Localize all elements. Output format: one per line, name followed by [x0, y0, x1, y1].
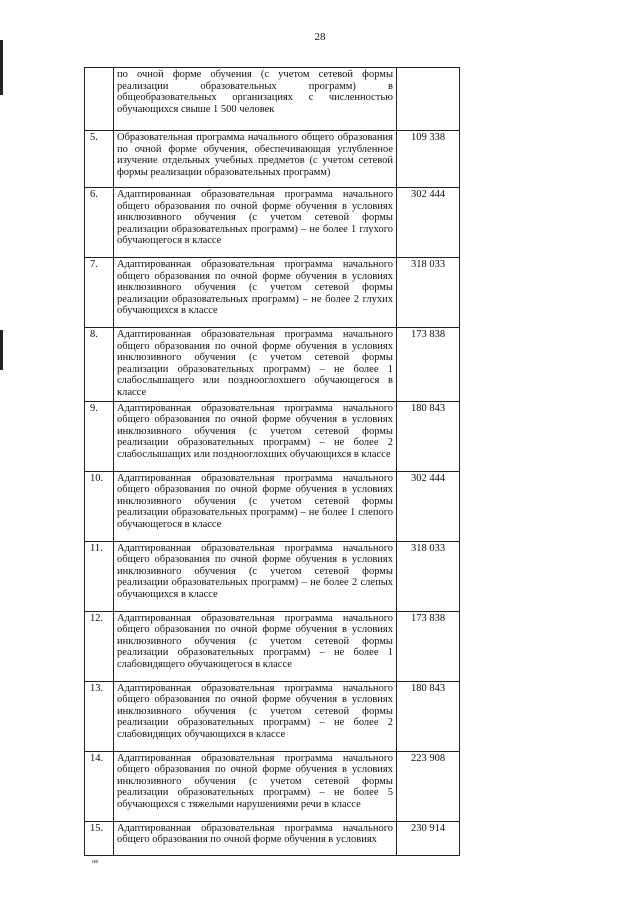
footer-mark: нв: [92, 859, 99, 865]
scan-edge-mark: [0, 40, 3, 95]
row-number: 13.: [85, 681, 114, 751]
cost-value: 318 033: [397, 541, 460, 611]
row-number: 5.: [85, 131, 114, 188]
cost-value: 318 033: [397, 258, 460, 328]
row-number: 14.: [85, 751, 114, 821]
table-row: [85, 471, 460, 541]
program-description: Адаптированная образовательная программа начального общего образования по очной форме обучения в условиях инклюзивного обучения (с учетом сетевой формы реализации образовательных программ) – не более 1 слабослышащего или позднооглохшего обучающегося в классе: [114, 328, 397, 402]
program-description: Образовательная программа начального общего образования по очной форме обучения, обеспечивающая углубленное изучение отдельных учебных предметов (с учетом сетевой формы реализации образовательных программ): [114, 131, 397, 188]
program-description: по очной форме обучения (с учетом сетевой формы реализации образовательных программ) в общеобразовательных организациях с численностью обучающихся свыше 1 500 человек: [114, 68, 397, 131]
cost-value: 109 338: [397, 131, 460, 188]
row-number: 7.: [85, 258, 114, 328]
page-number: 28: [314, 31, 326, 43]
row-number: 8.: [85, 328, 114, 402]
program-description: Адаптированная образовательная программа начального общего образования по очной форме обучения в условиях инклюзивного обучения (с учетом сетевой формы реализации образовательных программ) – не более 5 обучающихся с тяжелыми нарушениями речи в классе: [114, 751, 397, 821]
table-row: [85, 821, 460, 855]
table-row: [85, 328, 460, 402]
program-description: Адаптированная образовательная программа начального общего образования по очной форме обучения в условиях инклюзивного обучения (с учетом сетевой формы реализации образовательных программ) – не более 2 слабослышащих или позднооглохших обучающихся в классе: [114, 401, 397, 471]
table-row: [85, 401, 460, 471]
program-description: Адаптированная образовательная программа начального общего образования по очной форме обучения в условиях инклюзивного обучения (с учетом сетевой формы реализации образовательных программ) – не более 1 слабовидящего обучающегося в классе: [114, 611, 397, 681]
row-number: [85, 68, 114, 131]
cost-value: [397, 68, 460, 131]
table-row: [85, 188, 460, 258]
cost-value: 180 843: [397, 401, 460, 471]
table-row: [85, 751, 460, 821]
table-row: [85, 258, 460, 328]
program-description: Адаптированная образовательная программа начального общего образования по очной форме обучения в условиях инклюзивного обучения (с учетом сетевой формы реализации образовательных программ) – не более 2 глухих обучающихся в классе: [114, 258, 397, 328]
table-row: [85, 131, 460, 188]
row-number: 15.: [85, 821, 114, 855]
row-number: 9.: [85, 401, 114, 471]
program-description: Адаптированная образовательная программа начального общего образования по очной форме обучения в условиях инклюзивного обучения (с учетом сетевой формы реализации образовательных программ) – не более 1 слепого обучающегося в классе: [114, 471, 397, 541]
program-description: Адаптированная образовательная программа начального общего образования по очной форме обучения в условиях инклюзивного обучения (с учетом сетевой формы реализации образовательных программ) – не более 1 глухого обучающегося в классе: [114, 188, 397, 258]
tariff-table: [84, 67, 460, 856]
cost-value: 173 838: [397, 611, 460, 681]
cost-value: 180 843: [397, 681, 460, 751]
cost-value: 302 444: [397, 471, 460, 541]
table-row: [85, 611, 460, 681]
row-number: 12.: [85, 611, 114, 681]
program-description: Адаптированная образовательная программа начального общего образования по очной форме обучения в условиях: [114, 821, 397, 855]
program-description: Адаптированная образовательная программа начального общего образования по очной форме обучения в условиях инклюзивного обучения (с учетом сетевой формы реализации образовательных программ) – не более 2 слепых обучающихся в классе: [114, 541, 397, 611]
cost-value: 230 914: [397, 821, 460, 855]
table-row: [85, 541, 460, 611]
table-row: [85, 68, 460, 131]
table-body: [85, 68, 460, 856]
row-number: 11.: [85, 541, 114, 611]
table-row: [85, 681, 460, 751]
row-number: 10.: [85, 471, 114, 541]
cost-value: 302 444: [397, 188, 460, 258]
program-description: Адаптированная образовательная программа начального общего образования по очной форме обучения в условиях инклюзивного обучения (с учетом сетевой формы реализации образовательных программ) – не более 2 слабовидящих обучающихся в классе: [114, 681, 397, 751]
scan-edge-mark: [0, 330, 3, 370]
cost-value: 223 908: [397, 751, 460, 821]
cost-value: 173 838: [397, 328, 460, 402]
row-number: 6.: [85, 188, 114, 258]
